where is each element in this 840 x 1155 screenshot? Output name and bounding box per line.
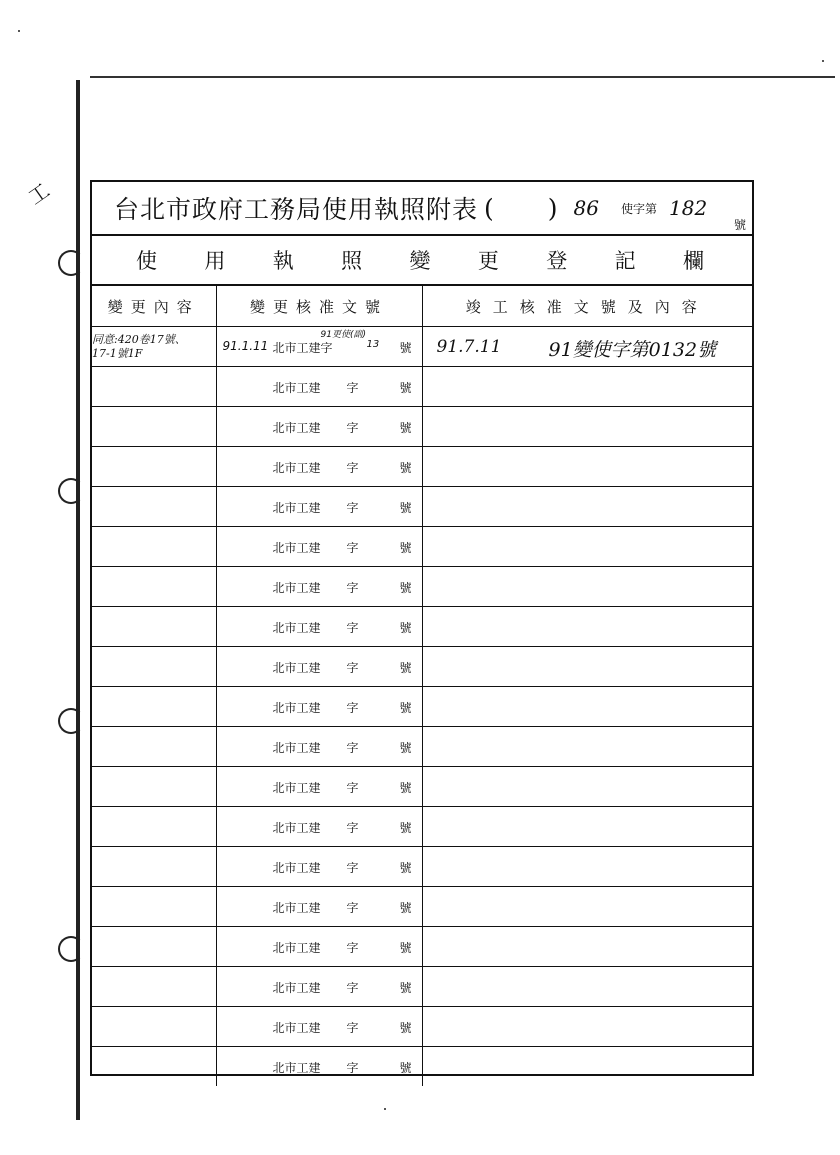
approval-hao: 號 bbox=[399, 621, 412, 635]
completion-cell bbox=[422, 487, 752, 527]
change-content-cell bbox=[92, 607, 216, 647]
approval-zi: 字 bbox=[346, 421, 359, 435]
approval-prefix: 北市工建 bbox=[272, 341, 321, 355]
permit-form bbox=[90, 180, 754, 1076]
approval-number-cell bbox=[216, 487, 422, 527]
table-row bbox=[92, 647, 752, 687]
approval-number-cell bbox=[216, 1007, 422, 1047]
completion-cell bbox=[422, 727, 752, 767]
approval-zi: 字 bbox=[346, 981, 359, 995]
section-char: 記 bbox=[614, 249, 636, 273]
approval-prefix: 北市工建 bbox=[272, 421, 321, 435]
change-content-cell bbox=[92, 407, 216, 447]
approval-hao: 號 bbox=[399, 1021, 412, 1035]
approval-prefix: 北市工建 bbox=[272, 621, 321, 635]
table-row bbox=[92, 567, 752, 607]
approval-number-cell bbox=[216, 847, 422, 887]
table-row bbox=[92, 487, 752, 527]
approval-zi: 字 bbox=[346, 1061, 359, 1075]
table-row bbox=[92, 767, 752, 807]
approval-prefix: 北市工建 bbox=[272, 741, 321, 755]
table-row bbox=[92, 927, 752, 967]
completion-text: 91變使字第0132號 bbox=[548, 339, 717, 361]
approval-prefix: 北市工建 bbox=[272, 501, 321, 515]
form-title-row bbox=[92, 182, 752, 236]
table-row bbox=[92, 327, 752, 367]
change-content-cell bbox=[92, 847, 216, 887]
approval-number-cell bbox=[216, 1047, 422, 1087]
approval-zi: 字 bbox=[346, 501, 359, 515]
doc-suffix: 號 bbox=[733, 218, 746, 232]
change-content-cell bbox=[92, 687, 216, 727]
approval-prefix: 北市工建 bbox=[272, 941, 321, 955]
table-row bbox=[92, 847, 752, 887]
table-row bbox=[92, 367, 752, 407]
approval-hao: 號 bbox=[399, 941, 412, 955]
section-heading bbox=[92, 236, 752, 286]
completion-date: 91.7.11 bbox=[436, 337, 502, 357]
section-char: 更 bbox=[477, 249, 499, 273]
approval-number-cell bbox=[216, 407, 422, 447]
content-line: 17-1號1F bbox=[92, 346, 143, 360]
table-row bbox=[92, 1047, 752, 1087]
approval-hao: 號 bbox=[399, 541, 412, 555]
change-content-cell bbox=[92, 1047, 216, 1087]
approval-prefix: 北市工建 bbox=[272, 661, 321, 675]
approval-superscript: 91更使(副) bbox=[320, 330, 366, 340]
approval-prefix: 北市工建 bbox=[272, 981, 321, 995]
approval-prefix: 北市工建 bbox=[272, 901, 321, 915]
approval-hao: 號 bbox=[399, 1061, 412, 1075]
approval-number-cell bbox=[216, 927, 422, 967]
change-content-cell bbox=[92, 487, 216, 527]
handwritten-year: 86 bbox=[573, 196, 599, 220]
table-row bbox=[92, 447, 752, 487]
approval-zi: 字 bbox=[320, 341, 333, 355]
completion-cell bbox=[422, 887, 752, 927]
table-row bbox=[92, 527, 752, 567]
approval-hao: 號 bbox=[399, 461, 412, 475]
approval-prefix: 北市工建 bbox=[272, 541, 321, 555]
approval-zi: 字 bbox=[346, 381, 359, 395]
approval-zi: 字 bbox=[346, 941, 359, 955]
completion-cell bbox=[422, 847, 752, 887]
approval-zi: 字 bbox=[346, 621, 359, 635]
approval-zi: 字 bbox=[346, 541, 359, 555]
change-content-cell bbox=[92, 727, 216, 767]
completion-cell bbox=[422, 967, 752, 1007]
approval-hao: 號 bbox=[399, 981, 412, 995]
completion-cell bbox=[422, 327, 752, 367]
approval-zi: 字 bbox=[346, 861, 359, 875]
completion-cell bbox=[422, 567, 752, 607]
table-row bbox=[92, 607, 752, 647]
approval-hao: 號 bbox=[399, 901, 412, 915]
approval-zi: 字 bbox=[346, 741, 359, 755]
binder-ring-icon bbox=[58, 250, 84, 276]
change-content-cell bbox=[92, 327, 216, 367]
approval-hao: 號 bbox=[399, 861, 412, 875]
title-paren-open: ( bbox=[484, 193, 494, 223]
approval-number-cell bbox=[216, 887, 422, 927]
scan-speck bbox=[384, 1108, 386, 1110]
approval-prefix: 北市工建 bbox=[272, 381, 321, 395]
approval-zi: 字 bbox=[346, 781, 359, 795]
table-row bbox=[92, 887, 752, 927]
approval-hao: 號 bbox=[399, 501, 412, 515]
approval-hao: 號 bbox=[399, 341, 412, 355]
table-row bbox=[92, 807, 752, 847]
completion-cell bbox=[422, 447, 752, 487]
title-paren-close: ) bbox=[547, 193, 558, 223]
completion-cell bbox=[422, 1007, 752, 1047]
change-register-table bbox=[92, 286, 752, 1086]
side-stamp: 工 bbox=[23, 178, 54, 210]
completion-cell bbox=[422, 647, 752, 687]
approval-number: 13 bbox=[366, 339, 380, 350]
section-char: 照 bbox=[341, 249, 363, 273]
binder-ring-icon bbox=[58, 936, 84, 962]
approval-prefix: 北市工建 bbox=[272, 1061, 321, 1075]
scan-speck bbox=[822, 60, 824, 62]
approval-number-cell bbox=[216, 647, 422, 687]
approval-number-cell bbox=[216, 527, 422, 567]
scan-speck bbox=[18, 30, 20, 32]
column-header-completion: 竣工核准文號及內容 bbox=[422, 286, 752, 327]
approval-number-cell bbox=[216, 367, 422, 407]
approval-zi: 字 bbox=[346, 821, 359, 835]
approval-hao: 號 bbox=[399, 661, 412, 675]
approval-zi: 字 bbox=[346, 661, 359, 675]
section-char: 欄 bbox=[683, 249, 704, 273]
section-char: 執 bbox=[272, 249, 294, 273]
approval-number-cell bbox=[216, 967, 422, 1007]
completion-cell bbox=[422, 407, 752, 447]
change-content-cell bbox=[92, 767, 216, 807]
approval-hao: 號 bbox=[399, 581, 412, 595]
doc-label: 使字第 bbox=[621, 201, 658, 216]
approval-hao: 號 bbox=[399, 701, 412, 715]
approval-hao: 號 bbox=[399, 821, 412, 835]
column-header-approval: 變更核准文號 bbox=[216, 286, 422, 327]
approval-hao: 號 bbox=[399, 381, 412, 395]
change-content-cell bbox=[92, 447, 216, 487]
change-content-cell bbox=[92, 527, 216, 567]
approval-number-cell bbox=[216, 327, 422, 367]
approval-prefix: 北市工建 bbox=[272, 781, 321, 795]
completion-cell bbox=[422, 1047, 752, 1087]
content-line: 同意:420卷17號、 bbox=[92, 332, 186, 346]
section-char: 變 bbox=[409, 249, 431, 273]
change-content-cell bbox=[92, 927, 216, 967]
approval-zi: 字 bbox=[346, 461, 359, 475]
approval-number-cell bbox=[216, 807, 422, 847]
approval-number-cell bbox=[216, 727, 422, 767]
table-row bbox=[92, 727, 752, 767]
approval-zi: 字 bbox=[346, 901, 359, 915]
approval-zi: 字 bbox=[346, 701, 359, 715]
form-title: 台北市政府工務局使用執照附表 bbox=[114, 195, 479, 224]
column-header-content: 變更內容 bbox=[92, 286, 216, 327]
change-content-cell bbox=[92, 967, 216, 1007]
binder-ring-icon bbox=[58, 478, 84, 504]
approval-date: 91.1.11 bbox=[222, 339, 269, 353]
change-content-cell bbox=[92, 807, 216, 847]
completion-cell bbox=[422, 607, 752, 647]
table-row bbox=[92, 407, 752, 447]
approval-prefix: 北市工建 bbox=[272, 701, 321, 715]
approval-prefix: 北市工建 bbox=[272, 821, 321, 835]
approval-prefix: 北市工建 bbox=[272, 581, 321, 595]
change-content-cell bbox=[92, 367, 216, 407]
completion-cell bbox=[422, 527, 752, 567]
table-row bbox=[92, 967, 752, 1007]
section-char: 使 bbox=[136, 249, 157, 273]
section-char: 用 bbox=[204, 249, 226, 273]
approval-hao: 號 bbox=[399, 741, 412, 755]
approval-prefix: 北市工建 bbox=[272, 461, 321, 475]
approval-hao: 號 bbox=[399, 781, 412, 795]
table-row bbox=[92, 1007, 752, 1047]
completion-cell bbox=[422, 927, 752, 967]
approval-zi: 字 bbox=[346, 581, 359, 595]
scan-edge-top bbox=[90, 76, 835, 78]
approval-number-cell bbox=[216, 767, 422, 807]
change-content-cell bbox=[92, 1007, 216, 1047]
section-char: 登 bbox=[546, 249, 568, 273]
approval-number-cell bbox=[216, 447, 422, 487]
binder-ring-icon bbox=[58, 708, 84, 734]
approval-hao: 號 bbox=[399, 421, 412, 435]
approval-number-cell bbox=[216, 687, 422, 727]
approval-number-cell bbox=[216, 567, 422, 607]
change-content-cell bbox=[92, 567, 216, 607]
approval-number-cell bbox=[216, 607, 422, 647]
handwritten-doc-no: 182 bbox=[669, 196, 708, 220]
scan-edge-left bbox=[76, 80, 80, 1120]
change-content-cell bbox=[92, 647, 216, 687]
approval-prefix: 北市工建 bbox=[272, 1021, 321, 1035]
completion-cell bbox=[422, 767, 752, 807]
completion-cell bbox=[422, 367, 752, 407]
completion-cell bbox=[422, 687, 752, 727]
table-row bbox=[92, 687, 752, 727]
approval-prefix: 北市工建 bbox=[272, 861, 321, 875]
completion-cell bbox=[422, 807, 752, 847]
change-content-cell bbox=[92, 887, 216, 927]
approval-zi: 字 bbox=[346, 1021, 359, 1035]
